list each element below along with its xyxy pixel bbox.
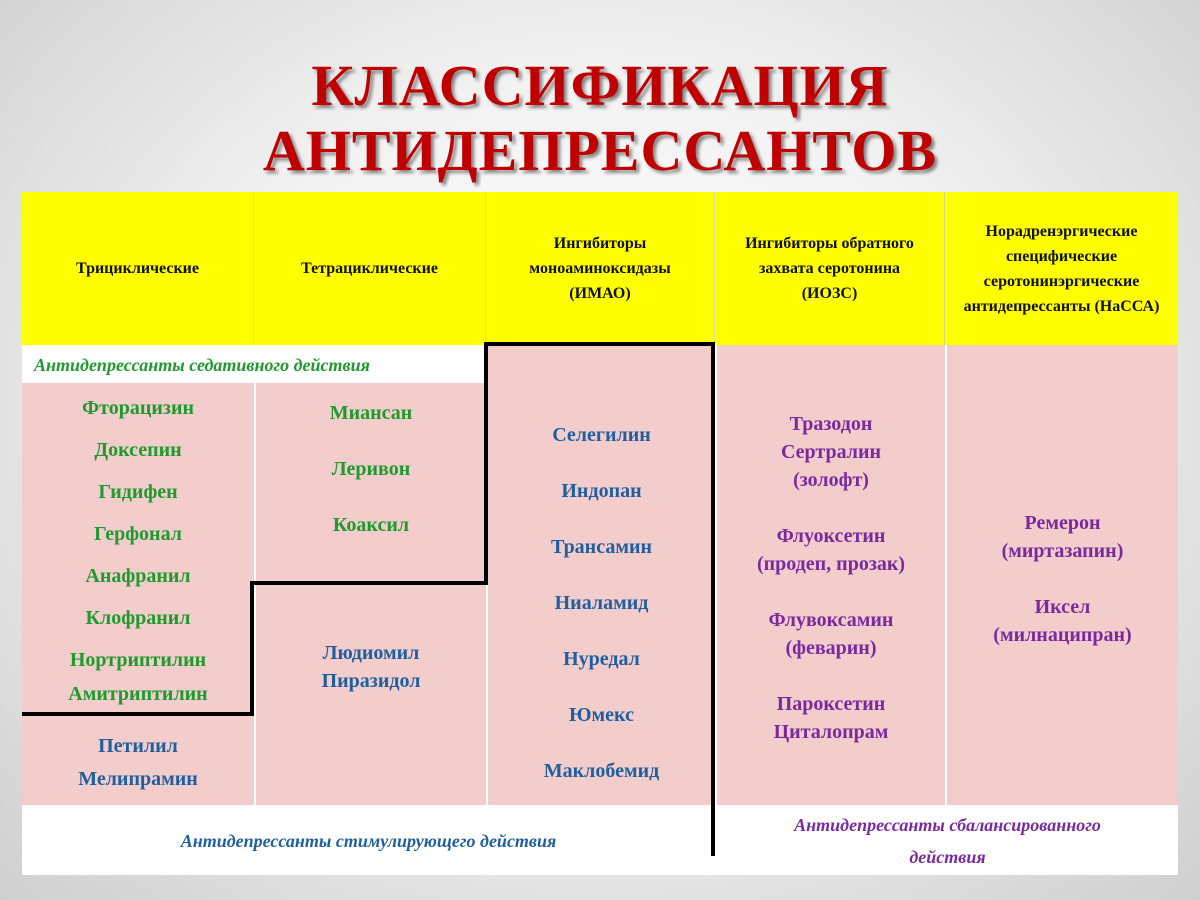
classification-table bbox=[22, 192, 1178, 875]
cell-nassa bbox=[947, 345, 1178, 805]
drug-coaxil: Коаксил bbox=[332, 514, 410, 536]
drug-mianserin: Миансан bbox=[329, 402, 413, 424]
drug-gerfonal: Герфонал bbox=[94, 523, 182, 545]
drug-pirazidol: Пиразидол bbox=[321, 670, 421, 692]
drug-fluoxetine: Флуоксетин bbox=[776, 525, 886, 547]
drug-anafranil: Анафранил bbox=[85, 565, 191, 587]
balanced-label-line-2: действия bbox=[909, 847, 986, 867]
stair-line-h3 bbox=[484, 342, 715, 346]
drug-gidifen: Гидифен bbox=[98, 481, 178, 503]
header-tricyclic bbox=[22, 192, 254, 345]
sedative-label: Антидепрессанты седативного действия bbox=[34, 355, 370, 375]
title-line-1: КЛАССИФИКАЦИЯ bbox=[311, 53, 889, 118]
drug-petilil: Петилил bbox=[98, 735, 178, 757]
drug-doxepin: Доксепин bbox=[94, 439, 182, 461]
drug-ixel: Иксел bbox=[1034, 596, 1091, 618]
drug-jumex: Юмекс bbox=[569, 704, 634, 726]
drug-fluvoxamine: Флувоксамин bbox=[768, 609, 894, 631]
stair-line-v3 bbox=[711, 342, 715, 856]
drug-milnacipran: (милнаципран) bbox=[993, 624, 1132, 646]
cell-maoi bbox=[488, 345, 715, 805]
drug-clofranil: Клофранил bbox=[85, 607, 191, 629]
cell-tetracyclic bbox=[256, 383, 486, 805]
stair-line-v1 bbox=[250, 581, 254, 716]
drug-fluoracizine: Фторацизин bbox=[82, 397, 194, 419]
drug-sertraline-brand: (золофт) bbox=[793, 469, 869, 491]
drug-indopan: Индопан bbox=[561, 480, 642, 502]
drug-sertraline: Сертралин bbox=[780, 441, 882, 463]
header-tetracyclic-label: Тетрациклические bbox=[301, 260, 438, 277]
drug-remeron: Ремерон bbox=[1024, 512, 1101, 534]
drug-amitriptyline: Амитриптилин bbox=[68, 683, 208, 705]
stair-line-v2 bbox=[484, 342, 488, 585]
stimulating-label: Антидепрессанты стимулирующего действия bbox=[180, 831, 557, 851]
drug-trazodone: Тразодон bbox=[789, 413, 873, 435]
header-tetracyclic bbox=[254, 192, 486, 345]
header-tricyclic-label: Трициклические bbox=[76, 260, 199, 277]
header-maoi-label: Ингибиторы моноаминоксидазы (ИМАО) bbox=[529, 235, 671, 302]
drug-lerivon: Леривон bbox=[331, 458, 411, 480]
balanced-label-line-1: Антидепрессанты сбалансированного bbox=[794, 815, 1101, 835]
stair-line-h2 bbox=[250, 581, 488, 585]
drug-paroxetine: Пароксетин bbox=[776, 693, 886, 715]
drug-fluoxetine-brands: (продеп, прозак) bbox=[756, 553, 906, 575]
drug-selegiline: Селегилин bbox=[552, 424, 651, 446]
drug-ludiomil: Людиомил bbox=[322, 642, 420, 664]
drug-melipramine: Мелипрамин bbox=[78, 768, 198, 790]
header-maoi bbox=[486, 192, 715, 345]
drug-transamine: Трансамин bbox=[550, 536, 652, 558]
drug-nialamide: Ниаламид bbox=[554, 592, 649, 614]
drug-fluvoxamine-brand: (феварин) bbox=[785, 637, 877, 659]
header-nassa bbox=[945, 192, 1178, 345]
drug-moclobemide: Маклобемид bbox=[543, 760, 660, 782]
drug-mirtazapine: (миртазапин) bbox=[1001, 540, 1124, 562]
header-ssri-label: Ингибиторы обратного захвата серотонина (ИОЗС) bbox=[745, 235, 914, 302]
header-ssri bbox=[715, 192, 945, 345]
drug-nortriptyline: Нортриптилин bbox=[69, 649, 207, 671]
drug-nuredal: Нуредал bbox=[563, 648, 640, 670]
header-nassa-label: Норадренэргические специфические серотонинэргические антидепрессанты (НаССА) bbox=[963, 222, 1160, 315]
title-line-2: АНТИДЕПРЕССАНТОВ bbox=[262, 118, 938, 183]
drug-citalopram: Циталопрам bbox=[773, 721, 889, 743]
stair-line-h1 bbox=[22, 712, 254, 716]
